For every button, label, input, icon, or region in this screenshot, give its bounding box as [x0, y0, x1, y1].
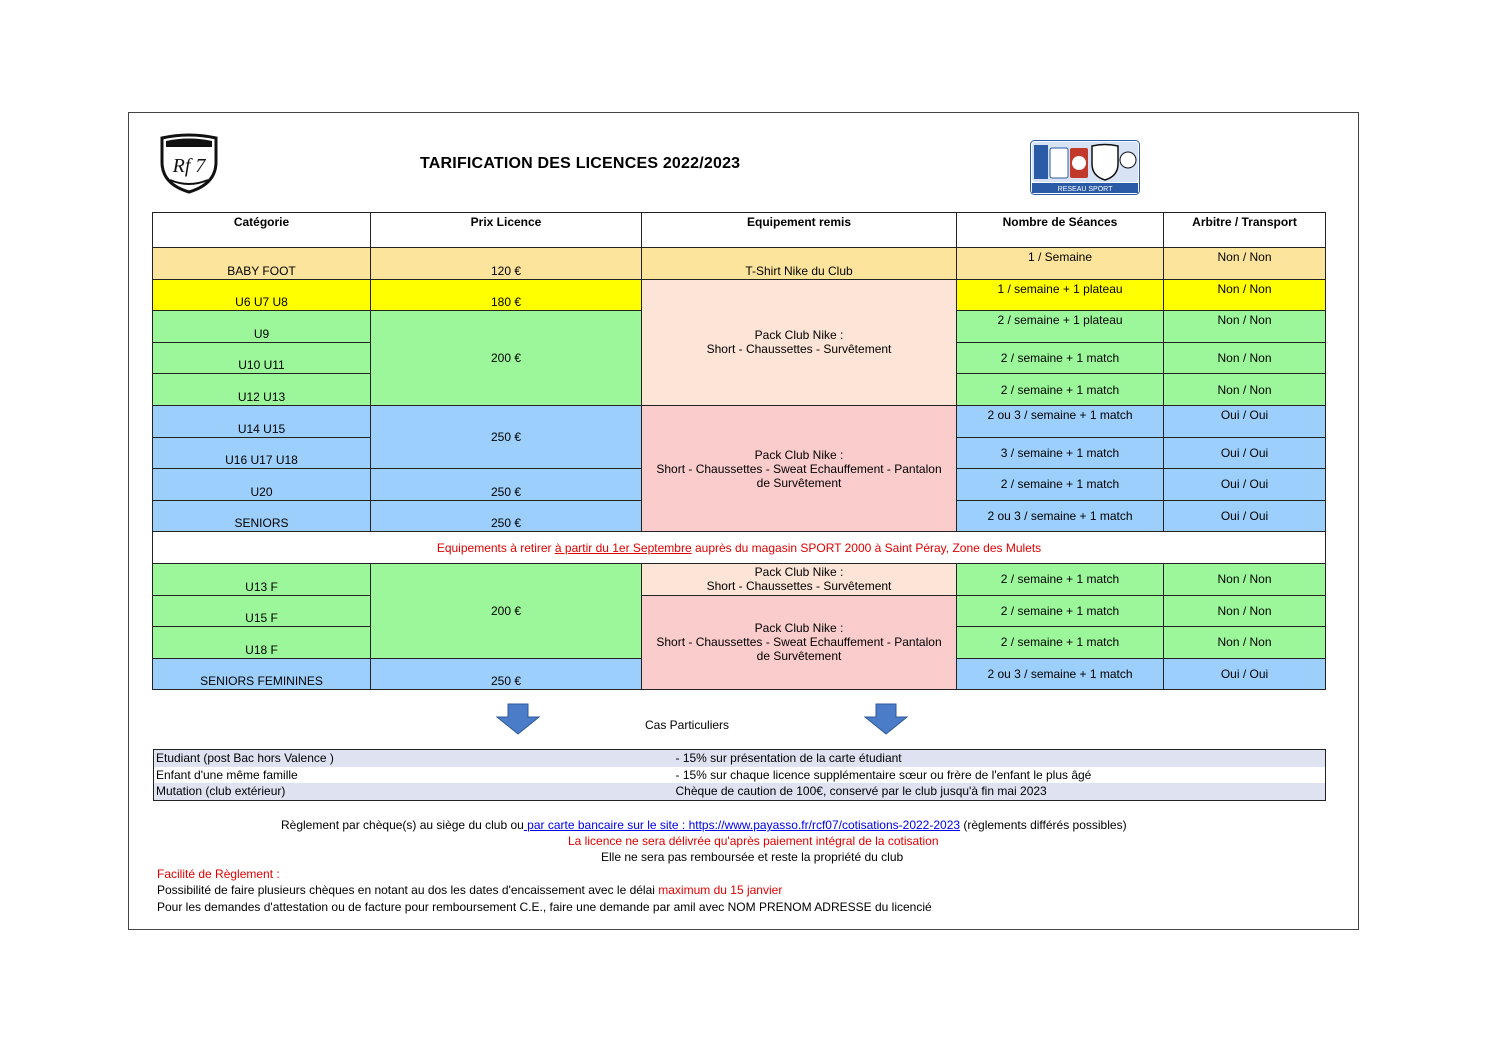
cell-category: U9 [153, 311, 371, 343]
svg-text:Rf 7: Rf 7 [172, 155, 206, 177]
cell-sessions: 2 / semaine + 1 match [957, 563, 1164, 595]
cell-price-merged: 200 € [371, 311, 642, 406]
cell-sessions: 3 / semaine + 1 match [957, 437, 1164, 469]
notice-part1: Equipements à retirer [436, 540, 555, 555]
licence-note: La licence ne sera délivrée qu'après paiement intégral de la cotisation [568, 834, 939, 848]
cell-category: U13 F [153, 563, 371, 595]
cell-arbitre: Oui / Oui [1164, 437, 1326, 469]
facilite-line [157, 883, 782, 897]
special-row [154, 783, 1326, 800]
cell-sessions: 2 / semaine + 1 plateau [957, 311, 1164, 343]
cell-category: U14 U15 [153, 405, 371, 437]
cell-sessions: 2 ou 3 / semaine + 1 match [957, 405, 1164, 437]
refund-note: Elle ne sera pas remboursée et reste la propriété du club [601, 850, 904, 864]
cell-sessions: 2 ou 3 / semaine + 1 match [957, 500, 1164, 532]
cell-category: U10 U11 [153, 342, 371, 374]
table-row [153, 563, 1326, 595]
notice-date: à partir du 1er Septembre [554, 540, 692, 555]
equipment-pickup-notice [153, 532, 1326, 564]
special-row [154, 767, 1326, 784]
cell-price: 250 € [371, 500, 642, 532]
pack3-line2: Short - Chaussettes - Survêtement [706, 579, 892, 594]
cell-category: SENIORS FEMININES [153, 658, 371, 690]
down-arrow-icon [864, 703, 908, 735]
cell-equipment-pack1 [642, 279, 957, 405]
header-prix: Prix Licence [371, 213, 642, 248]
header-arbitre: Arbitre / Transport [1164, 213, 1326, 248]
cell-category: U18 F [153, 627, 371, 659]
cell-arbitre: Oui / Oui [1164, 469, 1326, 501]
cell-sessions: 2 / semaine + 1 match [957, 374, 1164, 406]
special-value: - 15% sur présentation de la carte étudiant [675, 751, 902, 766]
pack1-line2: Short - Chaussettes - Survêtement [706, 342, 892, 357]
cell-category: SENIORS [153, 500, 371, 532]
special-cases-table [153, 749, 1326, 801]
payasso-link[interactable]: par carte bancaire sur le site : https://www.payasso.fr/rcf07/cotisations-2022-2023 [523, 818, 961, 832]
cell-arbitre: Non / Non [1164, 595, 1326, 627]
cell-arbitre: Non / Non [1164, 279, 1326, 311]
cell-arbitre: Non / Non [1164, 627, 1326, 659]
payment-line [281, 818, 1127, 832]
down-arrow-icon [496, 703, 540, 735]
cell-sessions: 2 / semaine + 1 match [957, 627, 1164, 659]
cell-price: 250 € [371, 658, 642, 690]
notice-part3: auprès du magasin SPORT 2000 à Saint Péray, Zone des Mulets [691, 540, 1042, 555]
pricing-table [152, 212, 1326, 690]
special-value: - 15% sur chaque licence supplémentaire sœur ou frère de l'enfant le plus âgé [675, 767, 1092, 782]
cell-sessions: 2 ou 3 / semaine + 1 match [957, 658, 1164, 690]
special-value: Chèque de caution de 100€, conservé par le club jusqu'à fin mai 2023 [675, 784, 1047, 799]
table-row [153, 405, 1326, 437]
cell-equipment-pack2 [642, 405, 957, 531]
header-equipement: Equipement remis [642, 213, 957, 248]
special-label: Mutation (club extérieur) [156, 784, 286, 799]
partner-logo-label: RESEAU SPORT [1057, 186, 1113, 193]
header-categorie: Catégorie [153, 213, 371, 248]
pack1-line1: Pack Club Nike : [754, 328, 844, 343]
cell-sessions: 2 / semaine + 1 match [957, 469, 1164, 501]
special-label: Enfant d'une même famille [156, 767, 298, 782]
pack4-line3: de Survêtement [756, 649, 842, 664]
cell-arbitre: Non / Non [1164, 342, 1326, 374]
facilite-line-prefix: Possibilité de faire plusieurs chèques en notant au dos les dates d'encaissement avec le délai [157, 883, 659, 897]
facilite-deadline: maximum du 15 janvier [658, 883, 783, 897]
cell-category: U20 [153, 469, 371, 501]
attestation-line: Pour les demandes d'attestation ou de facture pour remboursement C.E., faire une demande par amil avec NOM PRENOM ADRESSE du licencié [157, 900, 932, 914]
cell-arbitre: Non / Non [1164, 563, 1326, 595]
cell-category: U15 F [153, 595, 371, 627]
cell-price: 120 € [371, 248, 642, 280]
table-row [153, 279, 1326, 311]
partner-logo [1030, 140, 1140, 195]
cell-price: 250 € [371, 469, 642, 501]
cell-sessions: 2 / semaine + 1 match [957, 342, 1164, 374]
cell-arbitre: Oui / Oui [1164, 658, 1326, 690]
cell-category: U6 U7 U8 [153, 279, 371, 311]
facilite-title: Facilité de Règlement : [157, 867, 280, 881]
cell-category: BABY FOOT [153, 248, 371, 280]
special-row [154, 750, 1326, 767]
cell-arbitre: Non / Non [1164, 311, 1326, 343]
cell-sessions: 1 / Semaine [957, 248, 1164, 280]
pack2-line2: Short - Chaussettes - Sweat Echauffement - Pantalon [656, 461, 942, 476]
cell-category: U16 U17 U18 [153, 437, 371, 469]
cell-arbitre: Non / Non [1164, 374, 1326, 406]
payment-prefix: Règlement par chèque(s) au siège du club ou [281, 818, 524, 832]
cell-arbitre: Oui / Oui [1164, 405, 1326, 437]
table-row [153, 595, 1326, 627]
cell-arbitre: Oui / Oui [1164, 500, 1326, 532]
table-header-row [153, 213, 1326, 248]
cell-sessions: 1 / semaine + 1 plateau [957, 279, 1164, 311]
cell-price-merged: 200 € [371, 563, 642, 658]
cell-category: U12 U13 [153, 374, 371, 406]
pack4-line2: Short - Chaussettes - Sweat Echauffement - Pantalon [656, 635, 942, 650]
pack2-line1: Pack Club Nike : [754, 447, 844, 462]
cell-arbitre: Non / Non [1164, 248, 1326, 280]
table-row [153, 248, 1326, 280]
pack3-line1: Pack Club Nike : [754, 565, 844, 580]
page-title: TARIFICATION DES LICENCES 2022/2023 [420, 155, 741, 172]
cell-sessions: 2 / semaine + 1 match [957, 595, 1164, 627]
cell-equipment-pack3 [642, 563, 957, 595]
pack2-line3: de Survêtement [756, 475, 842, 490]
pack4-line1: Pack Club Nike : [754, 621, 844, 636]
cell-price: 180 € [371, 279, 642, 311]
cell-price-merged: 250 € [371, 405, 642, 468]
header-seances: Nombre de Séances [957, 213, 1164, 248]
notice-row [153, 532, 1326, 564]
cell-equipment-pack4 [642, 595, 957, 690]
cas-particuliers-label: Cas Particuliers [645, 718, 730, 732]
club-crest-logo [158, 132, 220, 194]
payment-suffix: (règlements différés possibles) [960, 818, 1127, 832]
cell-equipment: T-Shirt Nike du Club [642, 248, 957, 280]
special-label: Etudiant (post Bac hors Valence ) [156, 751, 334, 766]
